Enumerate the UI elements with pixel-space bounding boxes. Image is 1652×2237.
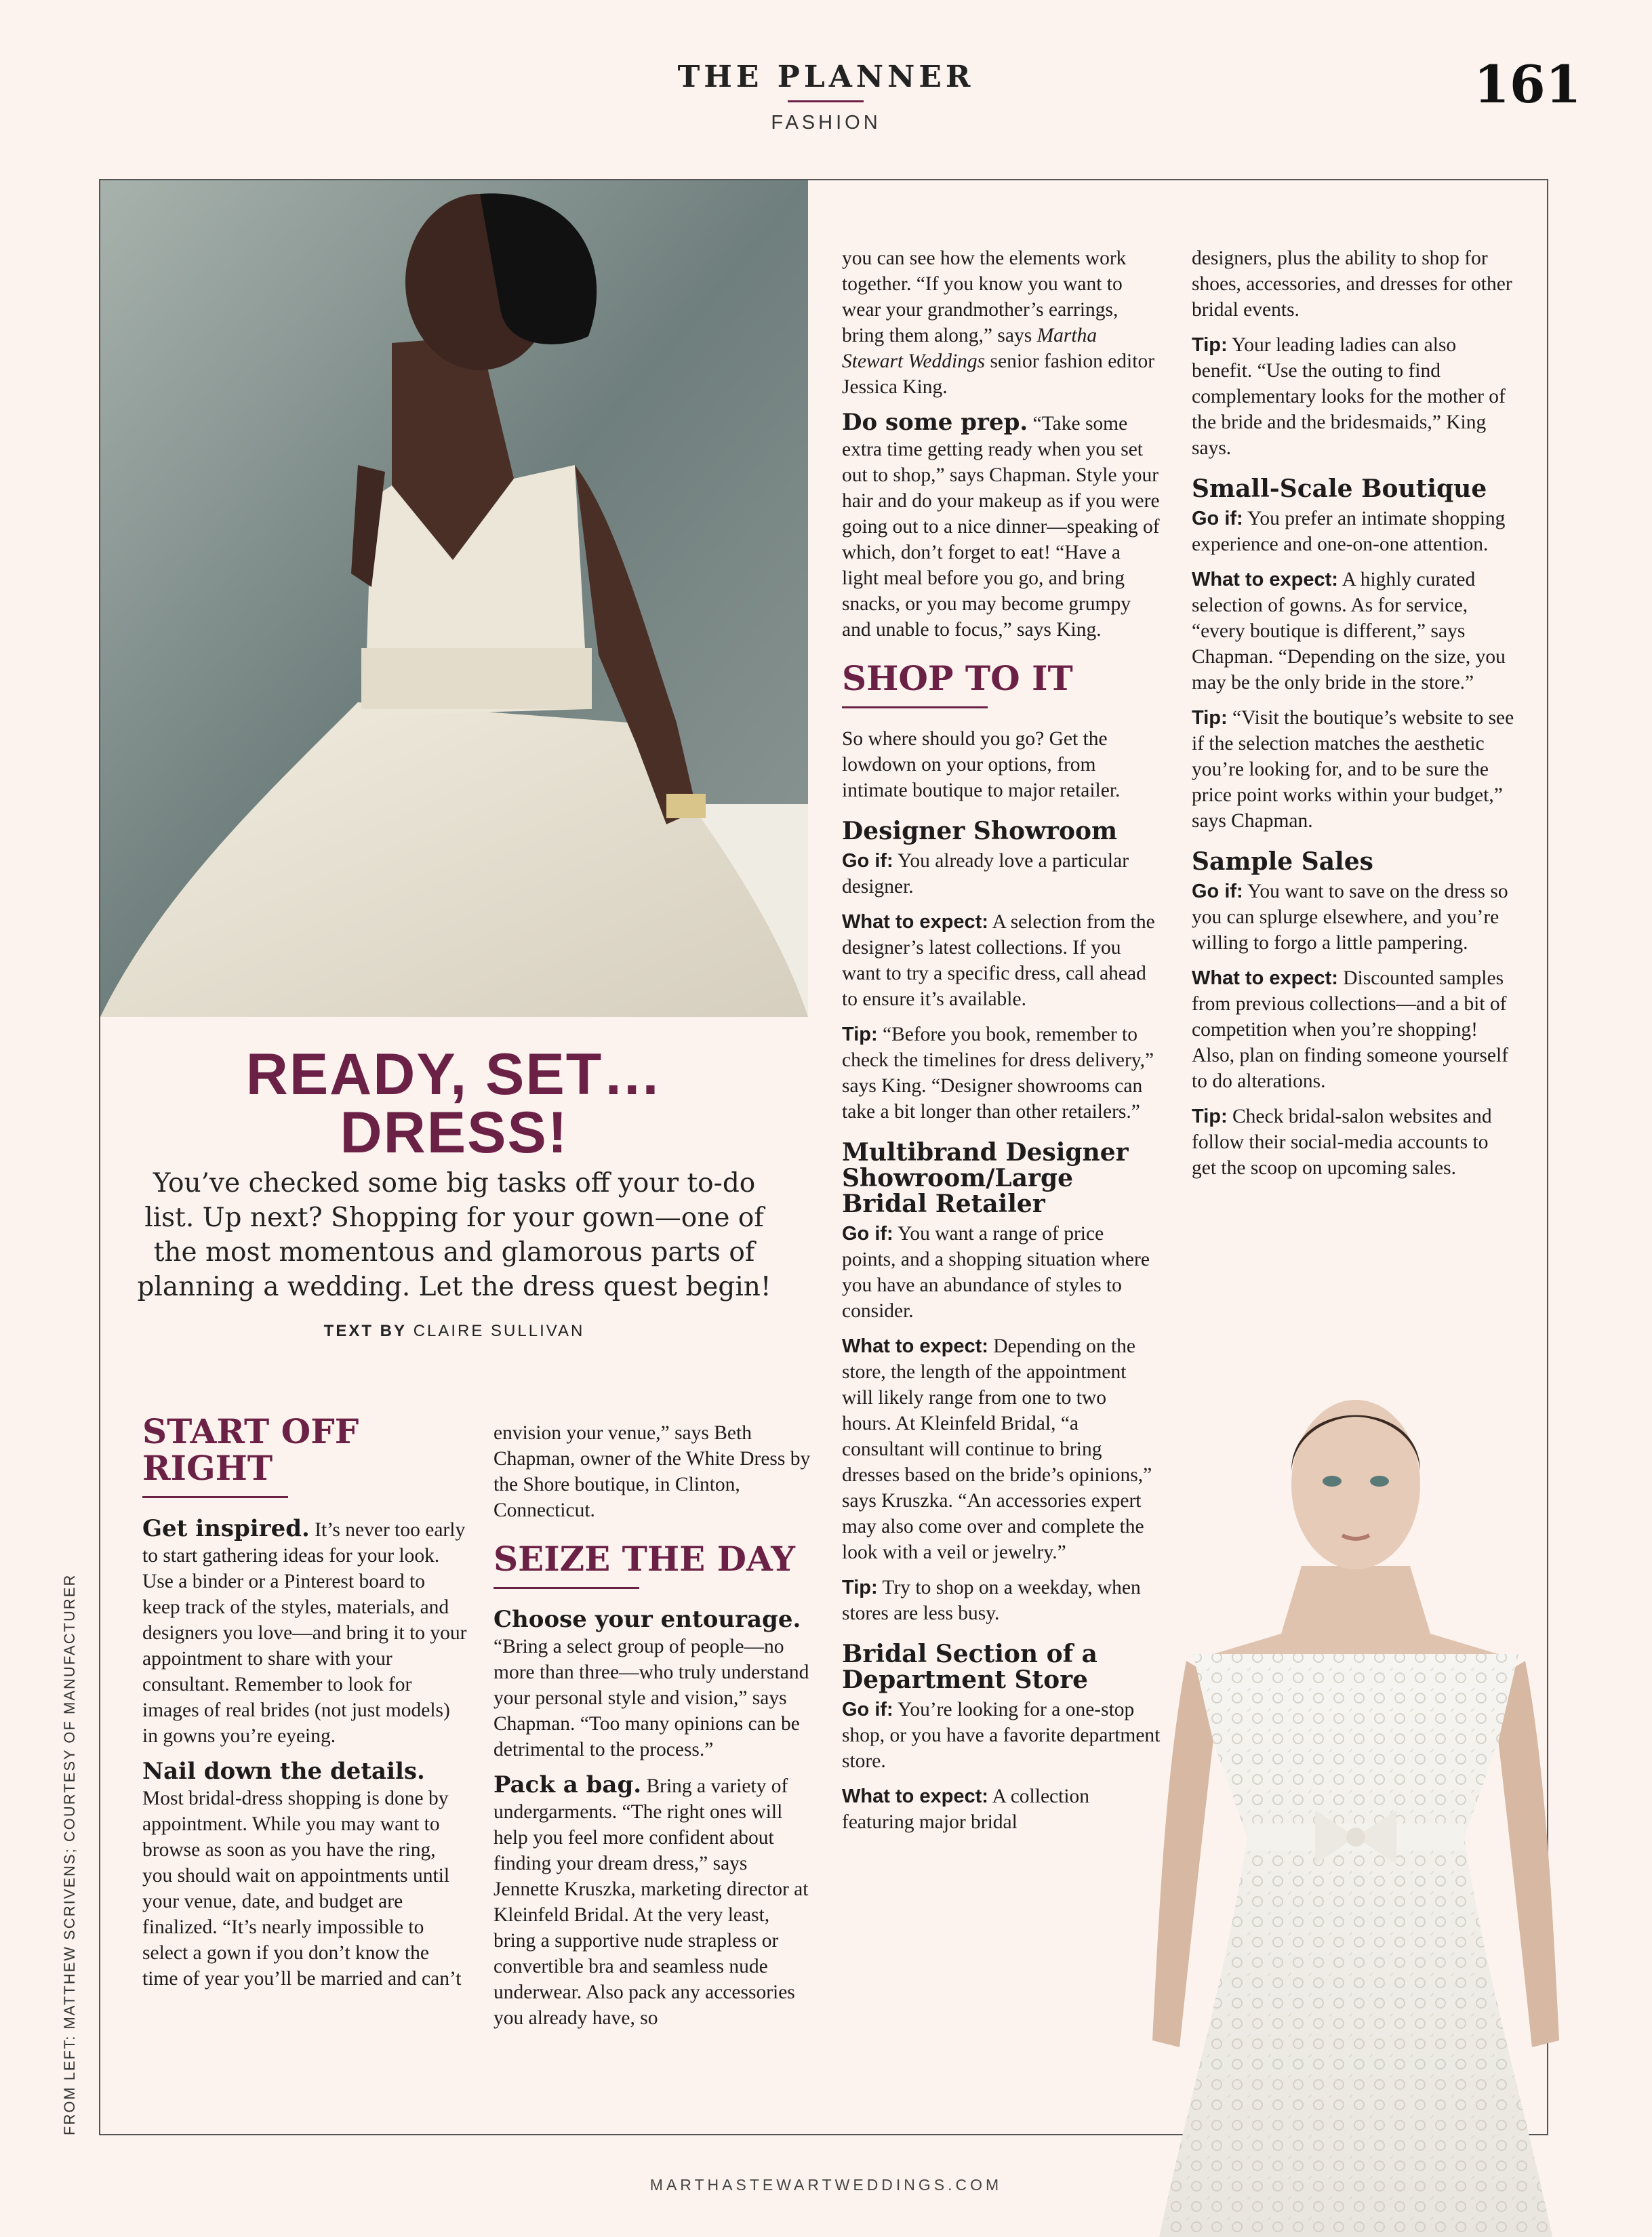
paragraph-continued	[842, 245, 1161, 400]
designer-showroom-tip	[842, 1022, 1161, 1125]
feature-headline	[100, 1042, 808, 1165]
label-go-if: Go if:	[842, 1699, 893, 1720]
text-entourage: “Bring a select group of people—no more than three—who truly understand your personal style and vision,” says Chapman. “Too many opinions can be detrimental to the process.”	[493, 1636, 809, 1760]
label-tip: Tip:	[842, 1024, 878, 1045]
feature-intro: You’ve checked some big tasks off your to-do list. Up next? Shopping for your gown—one of the most momentous and glamorous parts of planning a wedding. Let the dress quest begin!	[137, 1168, 771, 1302]
text-what-to-expect: A selection from the designer’s latest collections. If you want to try a specific dress, call ahead to ensure it’s available.	[842, 911, 1155, 1010]
text-tip: Your leading ladies can also benefit. “Use the outing to find complementary looks for the mother of the bride and the bridesmaids,” King says.	[1192, 334, 1506, 459]
sample-sales-tip	[1192, 1104, 1517, 1181]
section-rule	[842, 706, 988, 708]
label-what-to-expect: What to expect:	[1192, 967, 1338, 989]
text-continued-a: you can see how the elements work together. “If you know you want to wear your grandmother’s earrings, bring them along,” says	[842, 247, 1127, 346]
text-nail-down: Most bridal-dress shopping is done by appointment. While you may want to browse as soon as you have the ring, you should wait on appointments until your venue, date, and budget are finalized. “It’s nearly impossible to select a gown if you don’t know the time of year you’ll be married and can’t	[142, 1788, 462, 1990]
paragraph-continued: designers, plus the ability to shop for shoes, accessories, and dresses for other bridal events.	[1192, 247, 1512, 321]
boutique-tip	[1192, 705, 1517, 834]
boutique-expect	[1192, 567, 1517, 696]
paragraph-shop-intro: So where should you go? Get the lowdown on your options, from intimate boutique to major retailer.	[842, 728, 1121, 801]
department-store-expect	[842, 1783, 1161, 1835]
byline-label: TEXT BY	[323, 1322, 407, 1340]
multibrand-tip	[842, 1575, 1161, 1626]
label-what-to-expect: What to expect:	[842, 911, 988, 933]
label-tip: Tip:	[842, 1577, 878, 1598]
text-do-some-prep: “Take some extra time getting ready when you set out to shop,” says Chapman. Style your hair and do your makeup as if you were going out to a nice dinner—speaking of which, don’t forget to eat! “Have a light meal before you go, and bring snacks, or you may become grumpy and unable to focus,” says King.	[842, 413, 1160, 641]
photo-credit: FROM LEFT: MATTHEW SCRIVENS; COURTESY OF MANUFACTURER	[61, 1573, 78, 2135]
text-go-if: You already love a particular designer.	[842, 850, 1129, 898]
subhead-small-boutique: Small-Scale Boutique	[1192, 475, 1487, 503]
boutique-goif	[1192, 506, 1517, 557]
text-what-to-expect: A collection featuring major bridal	[842, 1786, 1090, 1833]
text-continued-b: senior fashion editor Jessica King.	[842, 350, 1155, 398]
label-tip: Tip:	[1192, 1106, 1228, 1127]
subhead-sample-sales: Sample Sales	[1192, 847, 1373, 876]
label-go-if: Go if:	[1192, 881, 1243, 902]
text-tip: “Before you book, remember to check the timelines for dress delivery,” says King. “Designer showrooms can take a bit longer than other retailers.”	[842, 1024, 1154, 1123]
sample-sales-expect	[1192, 965, 1517, 1094]
section-rule	[142, 1496, 288, 1498]
lead-pack-a-bag: Pack a bag.	[493, 1771, 642, 1798]
text-go-if: You want a range of price points, and a shopping situation where you have an abundance of styles to consider.	[842, 1223, 1150, 1322]
paragraph-entourage	[493, 1607, 812, 1762]
text-what-to-expect: A highly curated selection of gowns. As for service, “every boutique is different,” says Chapman. “Depending on the size, you may be the only bride in the store.”	[1192, 569, 1506, 693]
column-shop-to-it-continued	[1192, 245, 1517, 1190]
headline-line-2: DRESS!	[340, 1100, 569, 1165]
section-heading-start-off-right: START OFF RIGHT	[142, 1411, 359, 1488]
photo-halter-gown	[100, 180, 808, 1017]
text-go-if: You prefer an intimate shopping experience and one-on-one attention.	[1192, 508, 1506, 555]
multibrand-expect	[842, 1333, 1161, 1565]
department-store-goif	[842, 1697, 1161, 1774]
text-pack-a-bag: Bring a variety of undergarments. “The right ones will help you feel more confident about finding your dream dress,” says Jennette Kruszka, marketing director at Kleinfeld Bridal. At the very least, bring a supportive nude strapless or convertible bra and seamless nude underwear. Also pack any accessories you already have, so	[493, 1775, 809, 2029]
label-tip: Tip:	[1192, 707, 1228, 729]
text-magazine-name: Martha Stewart Weddings	[842, 325, 1097, 372]
page-number: 161	[1474, 54, 1582, 115]
text-what-to-expect: Discounted samples from previous collections—and a bit of competition when you’re shopping! Also, plan on finding someone yourself to do alterations.	[1192, 967, 1509, 1092]
label-what-to-expect: What to expect:	[1192, 569, 1338, 590]
column-start-off-right	[142, 1413, 468, 2001]
text-tip: “Visit the boutique’s website to see if the selection matches the aesthetic you’re looking for, and to be sure the price point works within your budget,” says Chapman.	[1192, 707, 1514, 832]
byline-name: CLAIRE SULLIVAN	[413, 1322, 585, 1340]
byline	[100, 1322, 808, 1341]
subhead-department-store: Bridal Section of a Department Store	[842, 1640, 1097, 1694]
header-title: THE PLANNER	[677, 60, 975, 94]
designer-showroom-goif	[842, 848, 1161, 900]
paragraph-pack-a-bag	[493, 1772, 812, 2031]
multibrand-goif	[842, 1221, 1161, 1324]
department-store-tip	[1192, 332, 1517, 461]
paragraph-continued: envision your venue,” says Beth Chapman, owner of the White Dress by the Shore boutique, in Clinton, Connecticut.	[493, 1422, 811, 1521]
label-what-to-expect: What to expect:	[842, 1335, 988, 1357]
paragraph-do-some-prep	[842, 409, 1161, 643]
text-go-if: You’re looking for a one-stop shop, or you have a favorite department store.	[842, 1699, 1161, 1772]
paragraph-get-inspired	[142, 1516, 468, 1749]
subhead-multibrand: Multibrand Designer Showroom/Large Bridal Retailer	[842, 1138, 1129, 1218]
section-heading-seize-the-day: SEIZE THE DAY	[493, 1539, 795, 1579]
lead-do-some-prep: Do some prep.	[842, 409, 1028, 436]
label-go-if: Go if:	[1192, 508, 1243, 529]
label-what-to-expect: What to expect:	[842, 1786, 988, 1807]
paragraph-nail-down	[142, 1758, 468, 1992]
photo-lace-gown	[1146, 1363, 1566, 2237]
text-get-inspired: It’s never too early to start gathering ideas for your look. Use a binder or a Pinterest board to keep track of the styles, materials, and designers you love—and bring it to your appointment to share with your consultant. Remember to look for images of real brides (not just models) in gowns you’re eyeing.	[142, 1519, 467, 1747]
label-go-if: Go if:	[842, 850, 893, 872]
label-go-if: Go if:	[842, 1223, 893, 1245]
label-tip: Tip:	[1192, 334, 1228, 356]
section-heading-shop-to-it: SHOP TO IT	[842, 658, 1073, 698]
text-tip: Try to shop on a weekday, when stores are less busy.	[842, 1577, 1141, 1624]
footer-url: MARTHASTEWARTWEDDINGS.COM	[649, 2176, 1003, 2194]
lead-nail-down: Nail down the details.	[142, 1758, 425, 1785]
header-section: FASHION	[771, 112, 881, 134]
lead-entourage: Choose your entourage.	[493, 1606, 801, 1633]
text-go-if: You want to save on the dress so you can splurge elsewhere, and you’re willing to forgo a little pampering.	[1192, 881, 1508, 954]
text-what-to-expect: Depending on the store, the length of the appointment will likely range from one to two hours. At Kleinfeld Bridal, “a consultant will continue to bring dresses based on the bride’s opinions,” says Kruszka. “An accessories expert may also come over and complete the look with a veil or jewelry.”	[842, 1335, 1152, 1563]
sample-sales-goif	[1192, 879, 1517, 956]
header-rule	[788, 100, 864, 102]
lead-get-inspired: Get inspired.	[142, 1515, 310, 1542]
headline-line-1: READY, SET…	[245, 1042, 663, 1107]
subhead-designer-showroom: Designer Showroom	[842, 817, 1118, 845]
designer-showroom-expect	[842, 909, 1161, 1012]
text-tip: Check bridal-salon websites and follow their social-media accounts to get the scoop on upcoming sales.	[1192, 1106, 1492, 1179]
column-shop-to-it	[842, 245, 1161, 1845]
column-seize-the-day	[493, 1420, 812, 2040]
section-rule	[493, 1587, 639, 1589]
